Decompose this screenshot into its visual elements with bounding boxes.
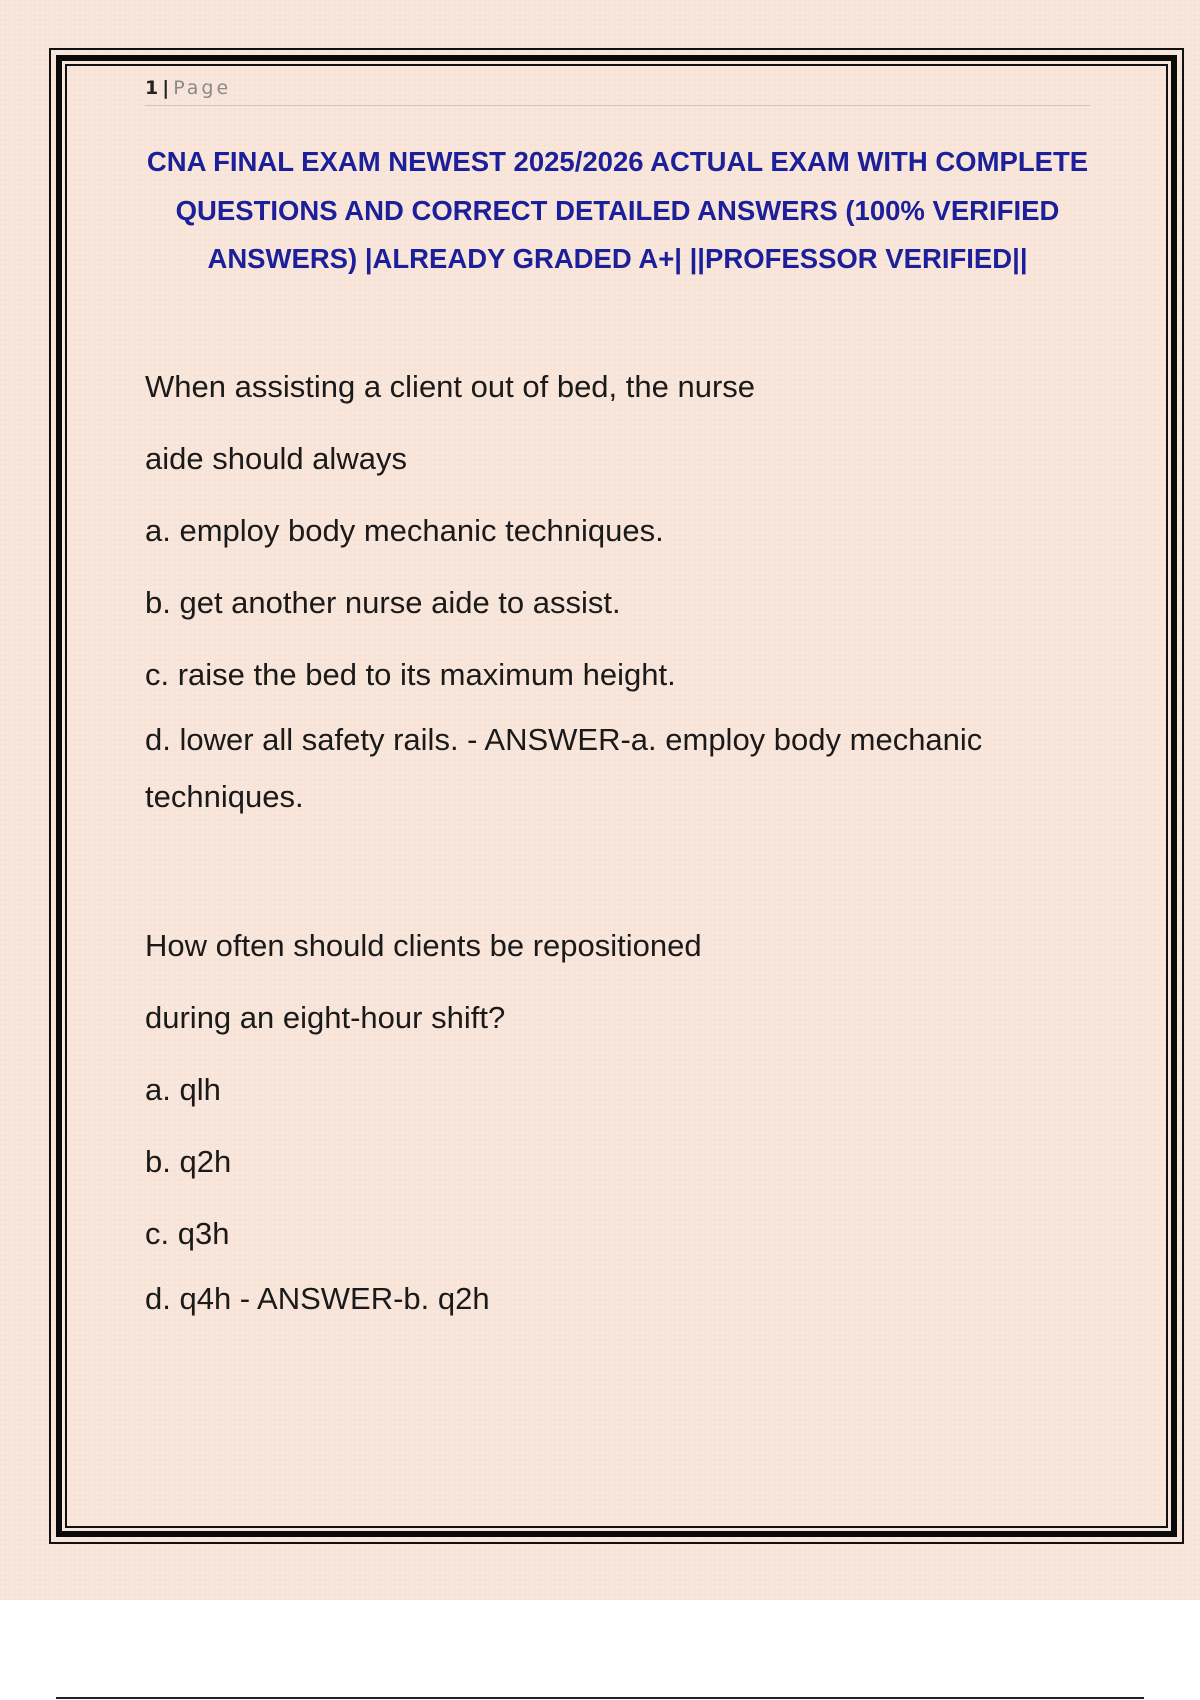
question-stem-line: How often should clients be repositioned bbox=[145, 928, 702, 963]
answer-option-b: b. q2h bbox=[145, 1144, 232, 1179]
question-stem-line: during an eight-hour shift? bbox=[145, 1000, 506, 1035]
question-2 bbox=[145, 910, 1105, 1327]
page-label: Page bbox=[173, 77, 232, 99]
answer-option-b: b. get another nurse aide to assist. bbox=[145, 585, 621, 620]
answer-option-a: a. employ body mechanic techniques. bbox=[145, 513, 664, 548]
document-title: CNA FINAL EXAM NEWEST 2025/2026 ACTUAL EXAM WITH COMPLETE QUESTIONS AND CORRECT DETAILED ANSWERS (100% VERIFIED ANSWERS) |ALREADY GRADED A+| ||PROFESSOR VERIFIED|| bbox=[146, 146, 1089, 274]
answer-option-d: d. lower all safety rails. - ANSWER-a. employ body mechanic techniques. bbox=[145, 722, 983, 814]
question-stem-line: aide should always bbox=[145, 441, 407, 476]
answer-option-c: c. q3h bbox=[145, 1216, 230, 1251]
question-stem-line: When assisting a client out of bed, the nurse bbox=[145, 369, 756, 404]
page-header bbox=[145, 74, 1090, 106]
page-number: 1 bbox=[145, 77, 159, 99]
answer-option-c: c. raise the bed to its maximum height. bbox=[145, 657, 676, 692]
answer-option-d: d. q4h - ANSWER-b. q2h bbox=[145, 1281, 490, 1316]
bottom-rule bbox=[56, 1697, 1144, 1699]
question-1 bbox=[145, 351, 1105, 825]
answer-option-a: a. qlh bbox=[145, 1072, 221, 1107]
page-separator: | bbox=[162, 77, 170, 99]
